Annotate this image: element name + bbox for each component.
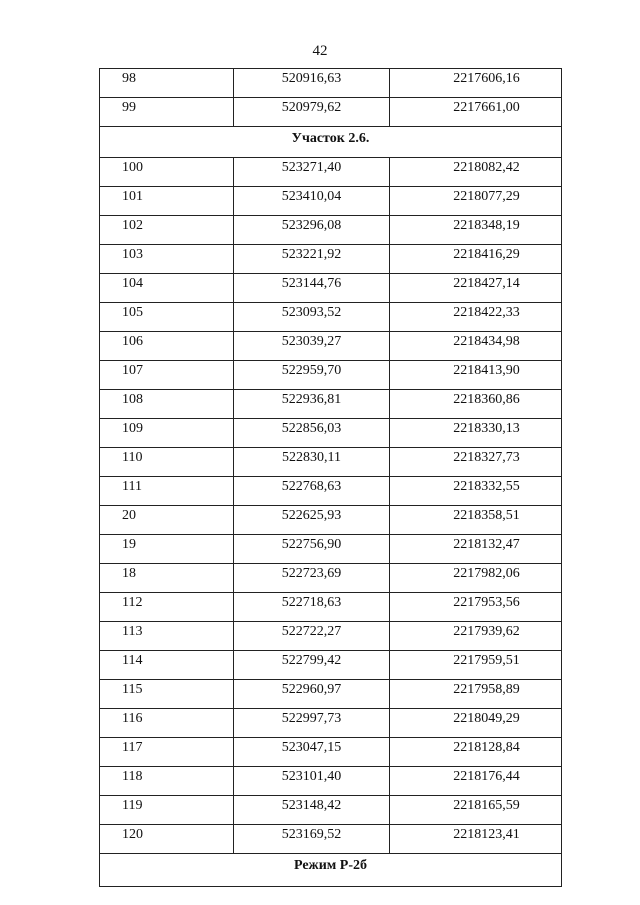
x-coordinate-cell: 523296,08 (234, 216, 390, 245)
x-coordinate-cell: 523144,76 (234, 274, 390, 303)
table-row (100, 332, 562, 361)
y-coordinate-cell: 2218132,47 (390, 535, 562, 564)
x-coordinate-cell: 523410,04 (234, 187, 390, 216)
point-number-cell: 107 (100, 361, 234, 390)
y-coordinate-cell: 2218422,33 (390, 303, 562, 332)
y-coordinate-cell: 2218358,51 (390, 506, 562, 535)
y-coordinate-cell: 2218082,42 (390, 158, 562, 187)
y-coordinate-cell: 2217606,16 (390, 69, 562, 98)
point-number-cell: 113 (100, 622, 234, 651)
x-coordinate-cell: 523047,15 (234, 738, 390, 767)
x-coordinate-cell: 522936,81 (234, 390, 390, 419)
table-row (100, 390, 562, 419)
table-row (100, 825, 562, 854)
point-number-cell: 111 (100, 477, 234, 506)
x-coordinate-cell: 522959,70 (234, 361, 390, 390)
y-coordinate-cell: 2218413,90 (390, 361, 562, 390)
y-coordinate-cell: 2218416,29 (390, 245, 562, 274)
table-row (100, 158, 562, 187)
point-number-cell: 105 (100, 303, 234, 332)
y-coordinate-cell: 2218176,44 (390, 767, 562, 796)
point-number-cell: 112 (100, 593, 234, 622)
table-row (100, 303, 562, 332)
y-coordinate-cell: 2218332,55 (390, 477, 562, 506)
y-coordinate-cell: 2217959,51 (390, 651, 562, 680)
y-coordinate-cell: 2218360,86 (390, 390, 562, 419)
table-row (100, 187, 562, 216)
table-row (100, 535, 562, 564)
table-row (100, 680, 562, 709)
x-coordinate-cell: 520979,62 (234, 98, 390, 127)
table-row (100, 738, 562, 767)
point-number-cell: 115 (100, 680, 234, 709)
table-row (100, 709, 562, 738)
section-title: Участок 2.6. (100, 127, 562, 158)
section-header-row (100, 127, 562, 158)
point-number-cell: 117 (100, 738, 234, 767)
y-coordinate-cell: 2218077,29 (390, 187, 562, 216)
table-row (100, 419, 562, 448)
point-number-cell: 100 (100, 158, 234, 187)
table-row (100, 245, 562, 274)
point-number-cell: 110 (100, 448, 234, 477)
y-coordinate-cell: 2217953,56 (390, 593, 562, 622)
y-coordinate-cell: 2217939,62 (390, 622, 562, 651)
y-coordinate-cell: 2218128,84 (390, 738, 562, 767)
x-coordinate-cell: 522768,63 (234, 477, 390, 506)
x-coordinate-cell: 523271,40 (234, 158, 390, 187)
y-coordinate-cell: 2218427,14 (390, 274, 562, 303)
table-row (100, 274, 562, 303)
table-row (100, 593, 562, 622)
point-number-cell: 109 (100, 419, 234, 448)
table-row (100, 651, 562, 680)
x-coordinate-cell: 522722,27 (234, 622, 390, 651)
table-row (100, 622, 562, 651)
y-coordinate-cell: 2217982,06 (390, 564, 562, 593)
y-coordinate-cell: 2217661,00 (390, 98, 562, 127)
point-number-cell: 106 (100, 332, 234, 361)
point-number-cell: 103 (100, 245, 234, 274)
table-row (100, 564, 562, 593)
point-number-cell: 102 (100, 216, 234, 245)
x-coordinate-cell: 523148,42 (234, 796, 390, 825)
x-coordinate-cell: 523101,40 (234, 767, 390, 796)
coordinates-table (99, 68, 562, 887)
coordinates-table-body (100, 69, 562, 887)
y-coordinate-cell: 2218165,59 (390, 796, 562, 825)
x-coordinate-cell: 523093,52 (234, 303, 390, 332)
y-coordinate-cell: 2218330,13 (390, 419, 562, 448)
table-row (100, 361, 562, 390)
point-number-cell: 19 (100, 535, 234, 564)
y-coordinate-cell: 2218348,19 (390, 216, 562, 245)
table-row (100, 506, 562, 535)
page-number: 42 (312, 43, 328, 59)
y-coordinate-cell: 2218327,73 (390, 448, 562, 477)
section-title: Режим Р-2б (100, 854, 562, 887)
x-coordinate-cell: 522856,03 (234, 419, 390, 448)
x-coordinate-cell: 522625,93 (234, 506, 390, 535)
table-row (100, 216, 562, 245)
x-coordinate-cell: 523169,52 (234, 825, 390, 854)
y-coordinate-cell: 2218049,29 (390, 709, 562, 738)
x-coordinate-cell: 523039,27 (234, 332, 390, 361)
point-number-cell: 108 (100, 390, 234, 419)
y-coordinate-cell: 2218434,98 (390, 332, 562, 361)
point-number-cell: 99 (100, 98, 234, 127)
point-number-cell: 98 (100, 69, 234, 98)
point-number-cell: 101 (100, 187, 234, 216)
table-row (100, 767, 562, 796)
table-row (100, 796, 562, 825)
section-header-row (100, 854, 562, 887)
table-row (100, 448, 562, 477)
point-number-cell: 114 (100, 651, 234, 680)
point-number-cell: 18 (100, 564, 234, 593)
x-coordinate-cell: 520916,63 (234, 69, 390, 98)
table-row (100, 69, 562, 98)
x-coordinate-cell: 522830,11 (234, 448, 390, 477)
x-coordinate-cell: 522997,73 (234, 709, 390, 738)
point-number-cell: 120 (100, 825, 234, 854)
table-row (100, 98, 562, 127)
x-coordinate-cell: 522960,97 (234, 680, 390, 709)
x-coordinate-cell: 522718,63 (234, 593, 390, 622)
point-number-cell: 116 (100, 709, 234, 738)
point-number-cell: 104 (100, 274, 234, 303)
point-number-cell: 119 (100, 796, 234, 825)
point-number-cell: 118 (100, 767, 234, 796)
y-coordinate-cell: 2218123,41 (390, 825, 562, 854)
table-row (100, 477, 562, 506)
x-coordinate-cell: 523221,92 (234, 245, 390, 274)
x-coordinate-cell: 522756,90 (234, 535, 390, 564)
y-coordinate-cell: 2217958,89 (390, 680, 562, 709)
point-number-cell: 20 (100, 506, 234, 535)
x-coordinate-cell: 522799,42 (234, 651, 390, 680)
x-coordinate-cell: 522723,69 (234, 564, 390, 593)
